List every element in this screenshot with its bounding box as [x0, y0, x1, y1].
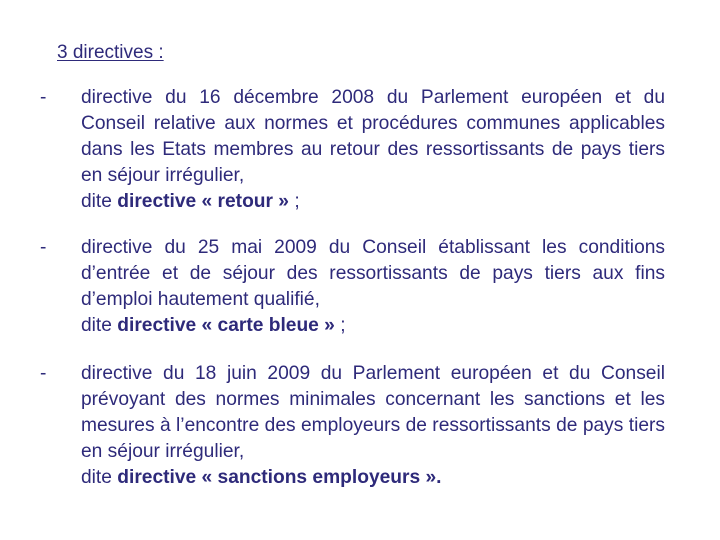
list-item-dite [81, 189, 665, 215]
list-dash: - [40, 87, 47, 108]
list-item [40, 361, 665, 491]
list-item-dite [81, 465, 665, 491]
dite-prefix: dite [81, 315, 118, 336]
list-dash: - [40, 363, 47, 384]
dite-suffix: ; [334, 315, 346, 336]
dite-suffix: ; [288, 191, 300, 212]
list-dash: - [40, 237, 47, 258]
list-item [40, 235, 665, 339]
list-item-text: directive du 16 décembre 2008 du Parlement européen et du Conseil relative aux normes et procédures communes applicables dans les Etats membres au retour des ressortissants de pays tiers en séjour irrégulier, [81, 87, 665, 186]
slide-title: 3 directives : [57, 42, 164, 63]
list-item-text: directive du 25 mai 2009 du Conseil établissant les conditions d’entrée et de séjour des ressortissants de pays tiers aux fins d’emploi hautement qualifié, [81, 237, 665, 310]
directive-name: directive « sanctions employeurs ». [117, 467, 442, 488]
list-item-dite [81, 313, 665, 339]
directive-name: directive « carte bleue » [117, 315, 335, 336]
list-item-text: directive du 18 juin 2009 du Parlement européen et du Conseil prévoyant des normes minimales concernant les sanctions et les mesures à l’encontre des employeurs de ressortissants de pays tiers en séjour irrégulier, [81, 363, 665, 462]
directive-name: directive « retour » [117, 191, 289, 212]
dite-prefix: dite [81, 191, 118, 212]
dite-prefix: dite [81, 467, 118, 488]
list-item [40, 85, 665, 215]
